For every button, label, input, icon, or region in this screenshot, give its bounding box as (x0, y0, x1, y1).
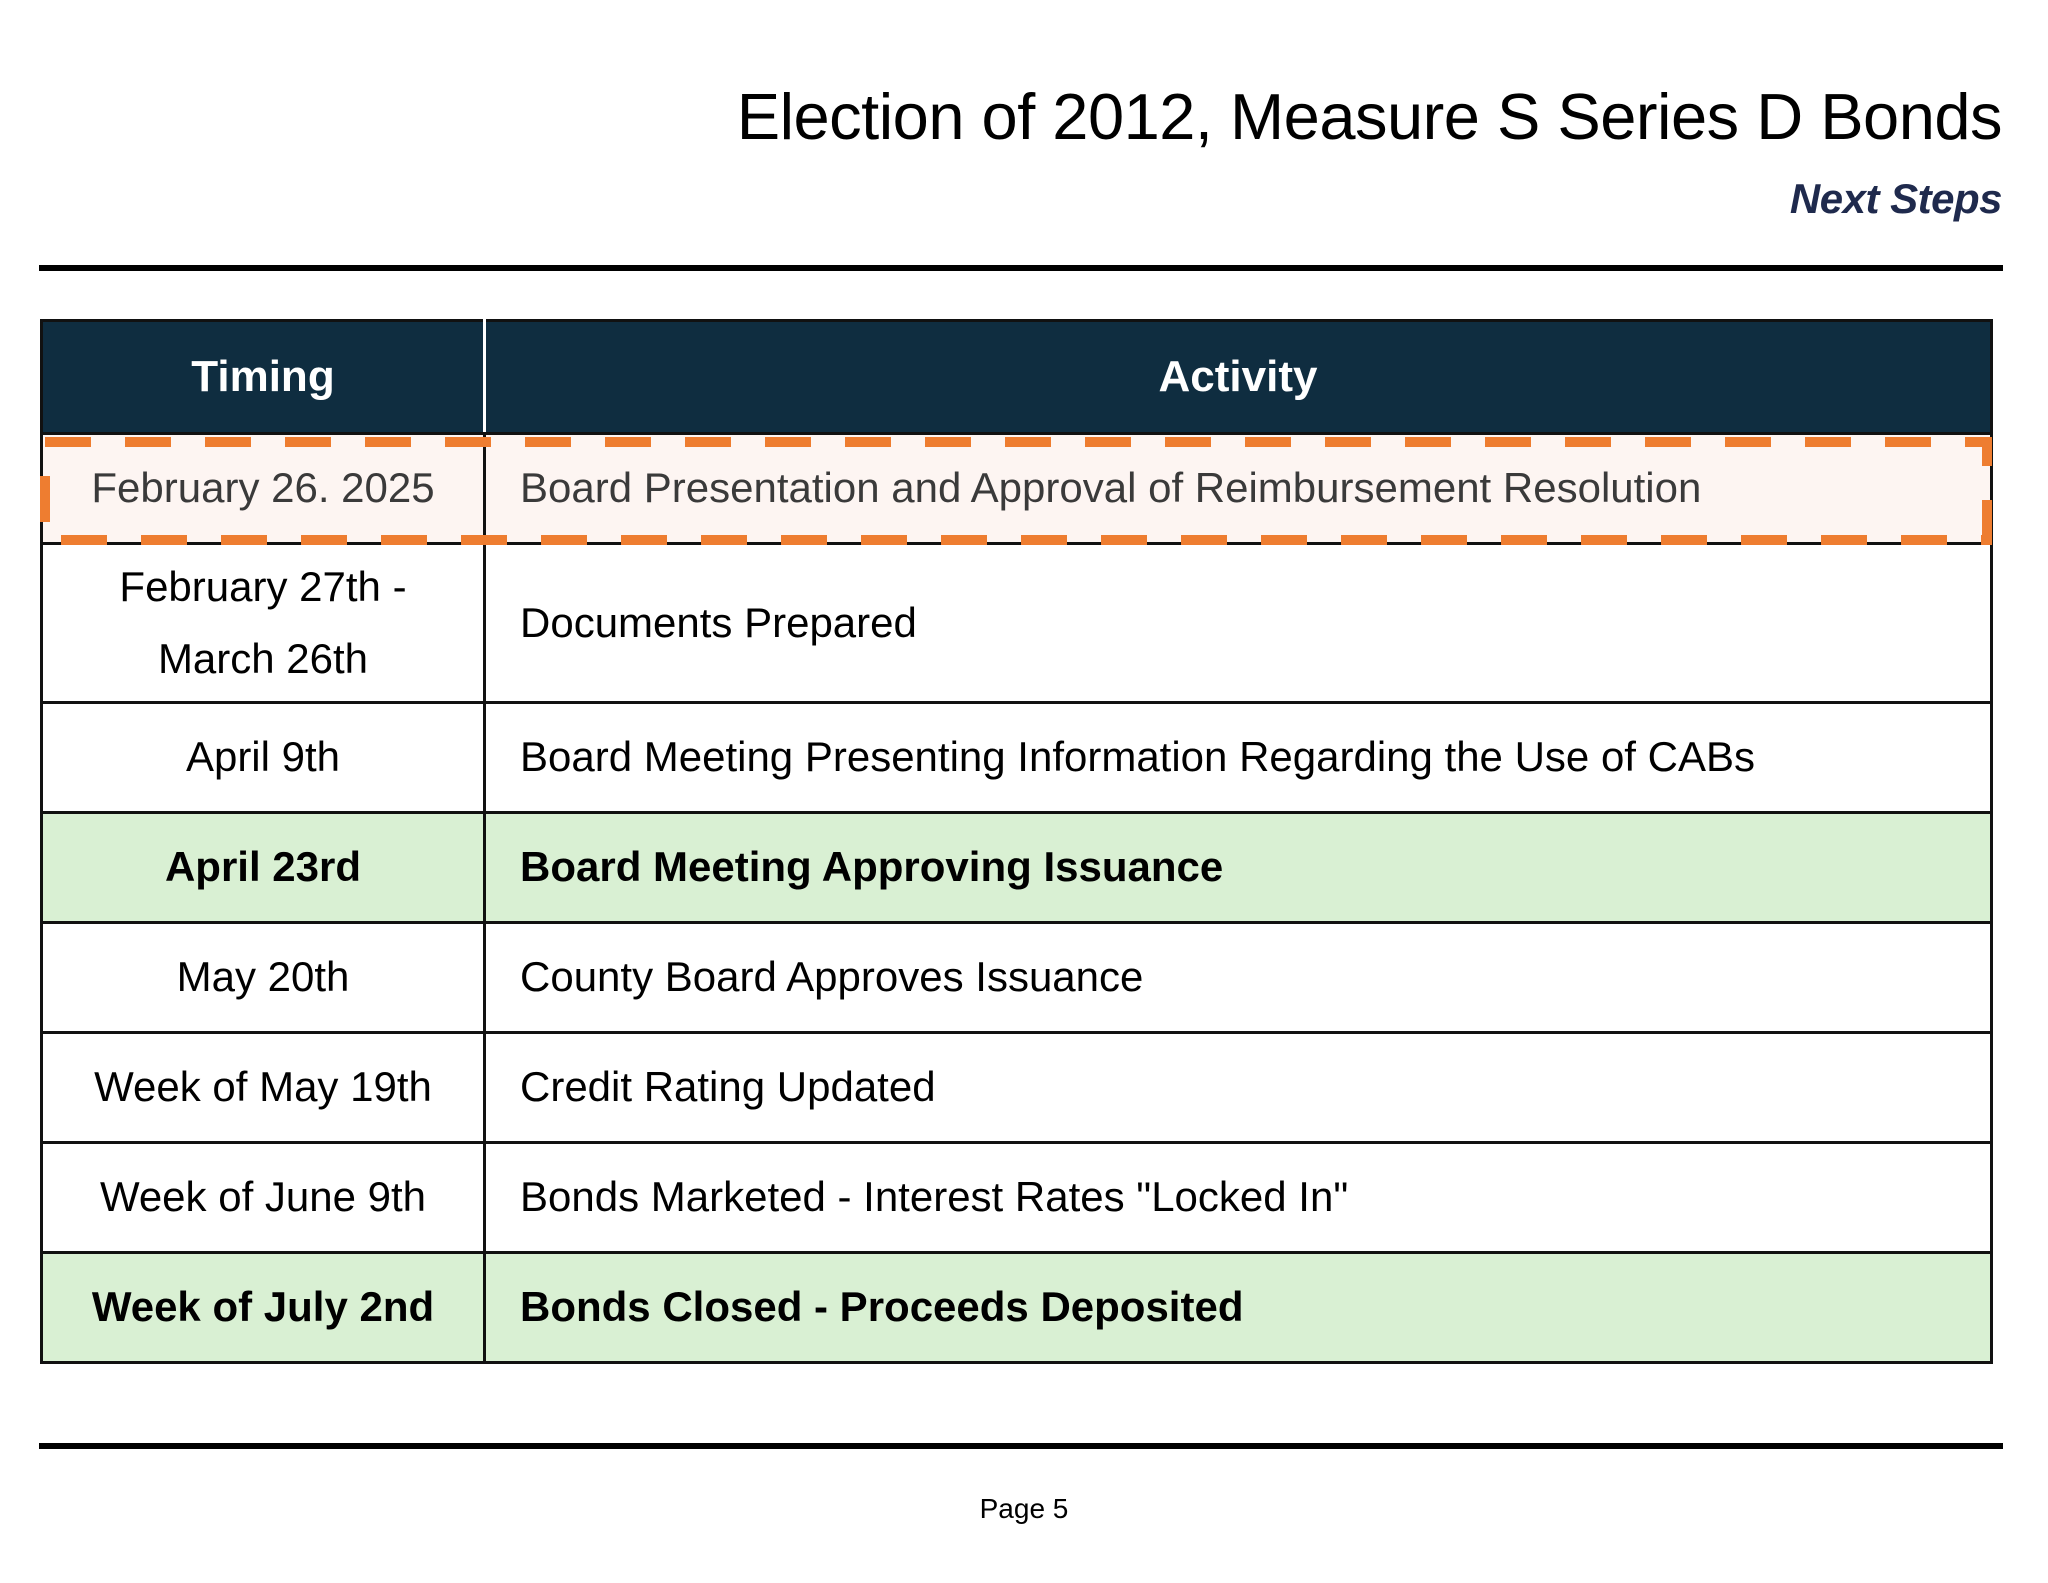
table-row (42, 1033, 1992, 1143)
activity-cell: Credit Rating Updated (485, 1033, 1992, 1143)
page-subtitle: Next Steps (1789, 175, 2002, 222)
activity-cell: Board Meeting Presenting Information Regarding the Use of CABs (485, 703, 1992, 813)
activity-cell: County Board Approves Issuance (485, 923, 1992, 1033)
timing-cell: February 26. 2025 (42, 434, 485, 544)
bottom-divider (39, 1443, 2003, 1449)
table-row (42, 703, 1992, 813)
page-title: Election of 2012, Measure S Series D Bonds (736, 80, 2002, 153)
timing-cell: April 9th (42, 703, 485, 813)
timing-cell (42, 544, 485, 703)
activity-cell: Documents Prepared (485, 544, 1992, 703)
timing-text: February 27th - March 26th (119, 563, 407, 682)
activity-cell: Board Meeting Approving Issuance (485, 813, 1992, 923)
table-row (42, 813, 1992, 923)
timing-cell: Week of May 19th (42, 1033, 485, 1143)
column-header-timing: Timing (42, 321, 485, 434)
activity-cell: Board Presentation and Approval of Reimbursement Resolution (485, 434, 1992, 544)
table-header-row (42, 321, 1992, 434)
table-row (42, 1253, 1992, 1363)
timing-cell: May 20th (42, 923, 485, 1033)
table-row (42, 923, 1992, 1033)
table-row (42, 434, 1992, 544)
activity-cell: Bonds Marketed - Interest Rates "Locked In" (485, 1143, 1992, 1253)
page-number: Page 5 (979, 1493, 1069, 1524)
schedule-table (40, 319, 1993, 1364)
timing-cell: Week of June 9th (42, 1143, 485, 1253)
timing-cell: Week of July 2nd (42, 1253, 485, 1363)
table-row (42, 544, 1992, 703)
column-header-activity: Activity (485, 321, 1992, 434)
timing-cell: April 23rd (42, 813, 485, 923)
top-divider (39, 265, 2003, 271)
table-row (42, 1143, 1992, 1253)
activity-cell: Bonds Closed - Proceeds Deposited (485, 1253, 1992, 1363)
